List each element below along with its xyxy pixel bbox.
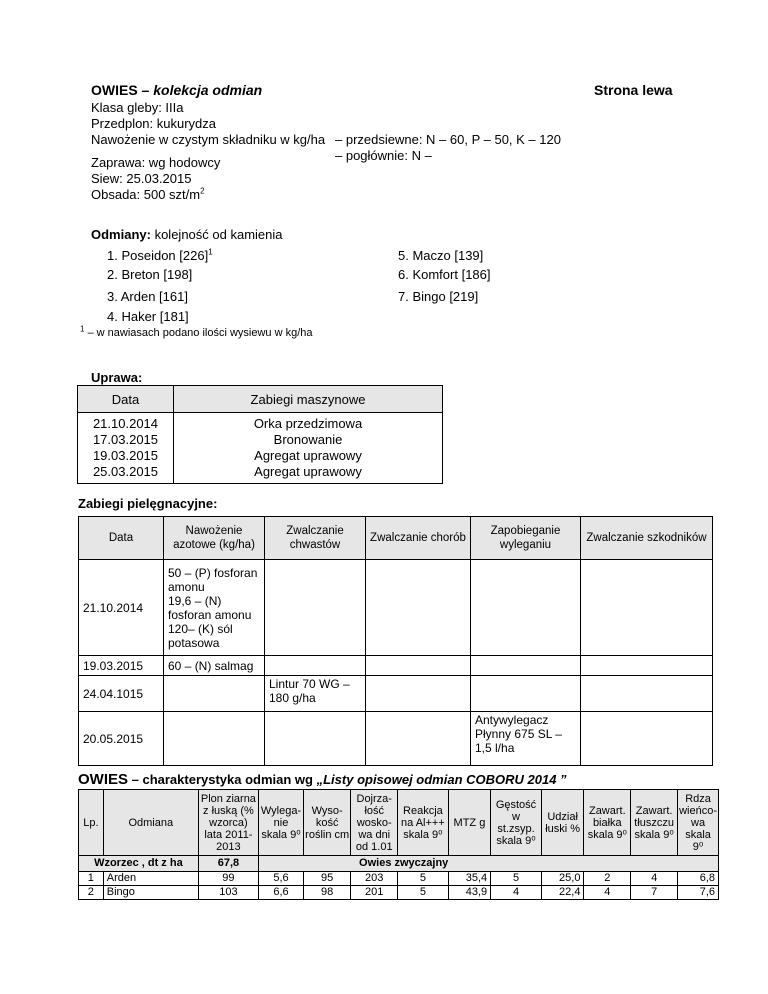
action-cell: Orka przedzimowa (253, 416, 363, 431)
table-row: 19.03.2015 60 – (N) salmag (79, 656, 713, 676)
sowing-date: Siew: 25.03.2015 (91, 171, 192, 186)
col-rust: Rdza wieńco-wa skala 9⁰ (678, 790, 719, 856)
date-cell: 21.10.2014 (92, 416, 159, 431)
col-fat: Zawart. tłuszczu skala 9⁰ (631, 790, 678, 856)
page-side-label: Strona lewa (594, 82, 673, 98)
fertilization-topdressing: – pogłównie: N – (335, 148, 432, 163)
col-yield: Plon ziarna z łuską (% wzorca) lata 2011-2013 (198, 790, 258, 856)
col-al-reaction: Reakcja na Al+++ skala 9⁰ (398, 790, 449, 856)
cultivation-table (77, 385, 443, 484)
col-date: Data (79, 517, 164, 560)
variety-item: 1. Poseidon $[226]^1$ (107, 247, 213, 263)
table-row: 20.05.2015 Antywylegacz Płynny 675 SL – 1,5 l/ha (79, 712, 713, 766)
table-row: 21.10.2014 50 – (P) fosforan amonu 19,6 – (N) fosforan amonu 120– (K) sól potasowa (79, 560, 713, 656)
col-weeds: Zwalczanie chwastów (265, 517, 366, 560)
cultivation-heading: Uprawa: (91, 370, 143, 385)
col-mtz: MTZ g (448, 790, 490, 856)
variety-item: 3. Arden [161] (107, 289, 188, 304)
col-lodging: Wylega-nie skala 9⁰ (259, 790, 304, 856)
table-row: Wzorzec , dt z ha 67,8 Owies zwyczajny (79, 856, 719, 872)
table-row: 2 Bingo 103 6,6 98 201 5 43,9 4 22,4 4 7 7,6 (79, 886, 719, 900)
action-cell: Agregat uprawowy (254, 464, 362, 479)
variety-item: 7. Bingo [219] (398, 289, 479, 304)
characteristics-heading: OWIES – charakterystyka odmian wg „Listy opisowej odmian COBORU 2014 ” (78, 771, 567, 788)
variety-item: 5. Maczo [139] (398, 248, 484, 263)
care-treatments-table (78, 516, 713, 766)
fertilization-presowing: – przedsiewne: N – 60, P – 50, K – 120 (335, 132, 561, 147)
fertilization-label: Nawożenie w czystym składniku w kg/ha (91, 132, 326, 147)
plant-density: Obsada: 500 szt/$m^2$ (91, 186, 205, 202)
action-cell: Agregat uprawowy (254, 448, 362, 463)
varieties-footnote: $^1$ – w nawiasach podano ilości wysiewu w kg/ha (80, 324, 313, 339)
variety-item: 6. Komfort [186] (398, 267, 491, 282)
col-lp: Lp. (79, 790, 104, 856)
col-machine-treatments: Zabiegi maszynowe (174, 386, 443, 413)
table-row: 1 Arden 99 5,6 95 203 5 35,4 5 25,0 2 4 6,8 (79, 872, 719, 886)
soil-class: Klasa gleby: IIIa (91, 100, 184, 115)
variety-item: 4. Haker [181] (107, 309, 189, 324)
date-cell: 17.03.2015 (92, 432, 159, 447)
date-cell: 25.03.2015 (92, 464, 159, 479)
col-maturity: Dojrza-łość wosko-wa dni od 1.01 (351, 790, 398, 856)
date-cell: 19.03.2015 (92, 448, 159, 463)
page-title: OWIES – kolekcja odmian (91, 82, 263, 98)
care-treatments-heading: Zabiegi pielęgnacyjne: (78, 496, 218, 511)
col-variety: Odmiana (103, 790, 198, 856)
table-row (78, 413, 443, 484)
col-diseases: Zwalczanie chorób (366, 517, 471, 560)
variety-item: 2. Breton [198] (107, 267, 193, 282)
col-nitrogen: Nawożenie azotowe (kg/ha) (164, 517, 265, 560)
table-row: 24.04.1015 Lintur 70 WG – 180 g/ha (79, 676, 713, 712)
col-date: Data (78, 386, 174, 413)
col-lodging: Zapobieganie wyleganiu (471, 517, 581, 560)
col-density: Gęstość w st.zsyp. skala 9⁰ (491, 790, 542, 856)
col-height: Wyso-kość roślin cm (303, 790, 350, 856)
previous-crop: Przedplon: kukurydza (91, 116, 217, 131)
characteristics-table (78, 789, 719, 900)
action-cell: Bronowanie (273, 432, 343, 447)
seed-dressing: Zaprawa: wg hodowcy (91, 155, 221, 170)
col-husk: Udział łuski % (541, 790, 584, 856)
varieties-heading: Odmiany: kolejność od kamienia (91, 227, 283, 242)
col-protein: Zawart. białka skala 9⁰ (584, 790, 631, 856)
col-pests: Zwalczanie szkodników (581, 517, 713, 560)
